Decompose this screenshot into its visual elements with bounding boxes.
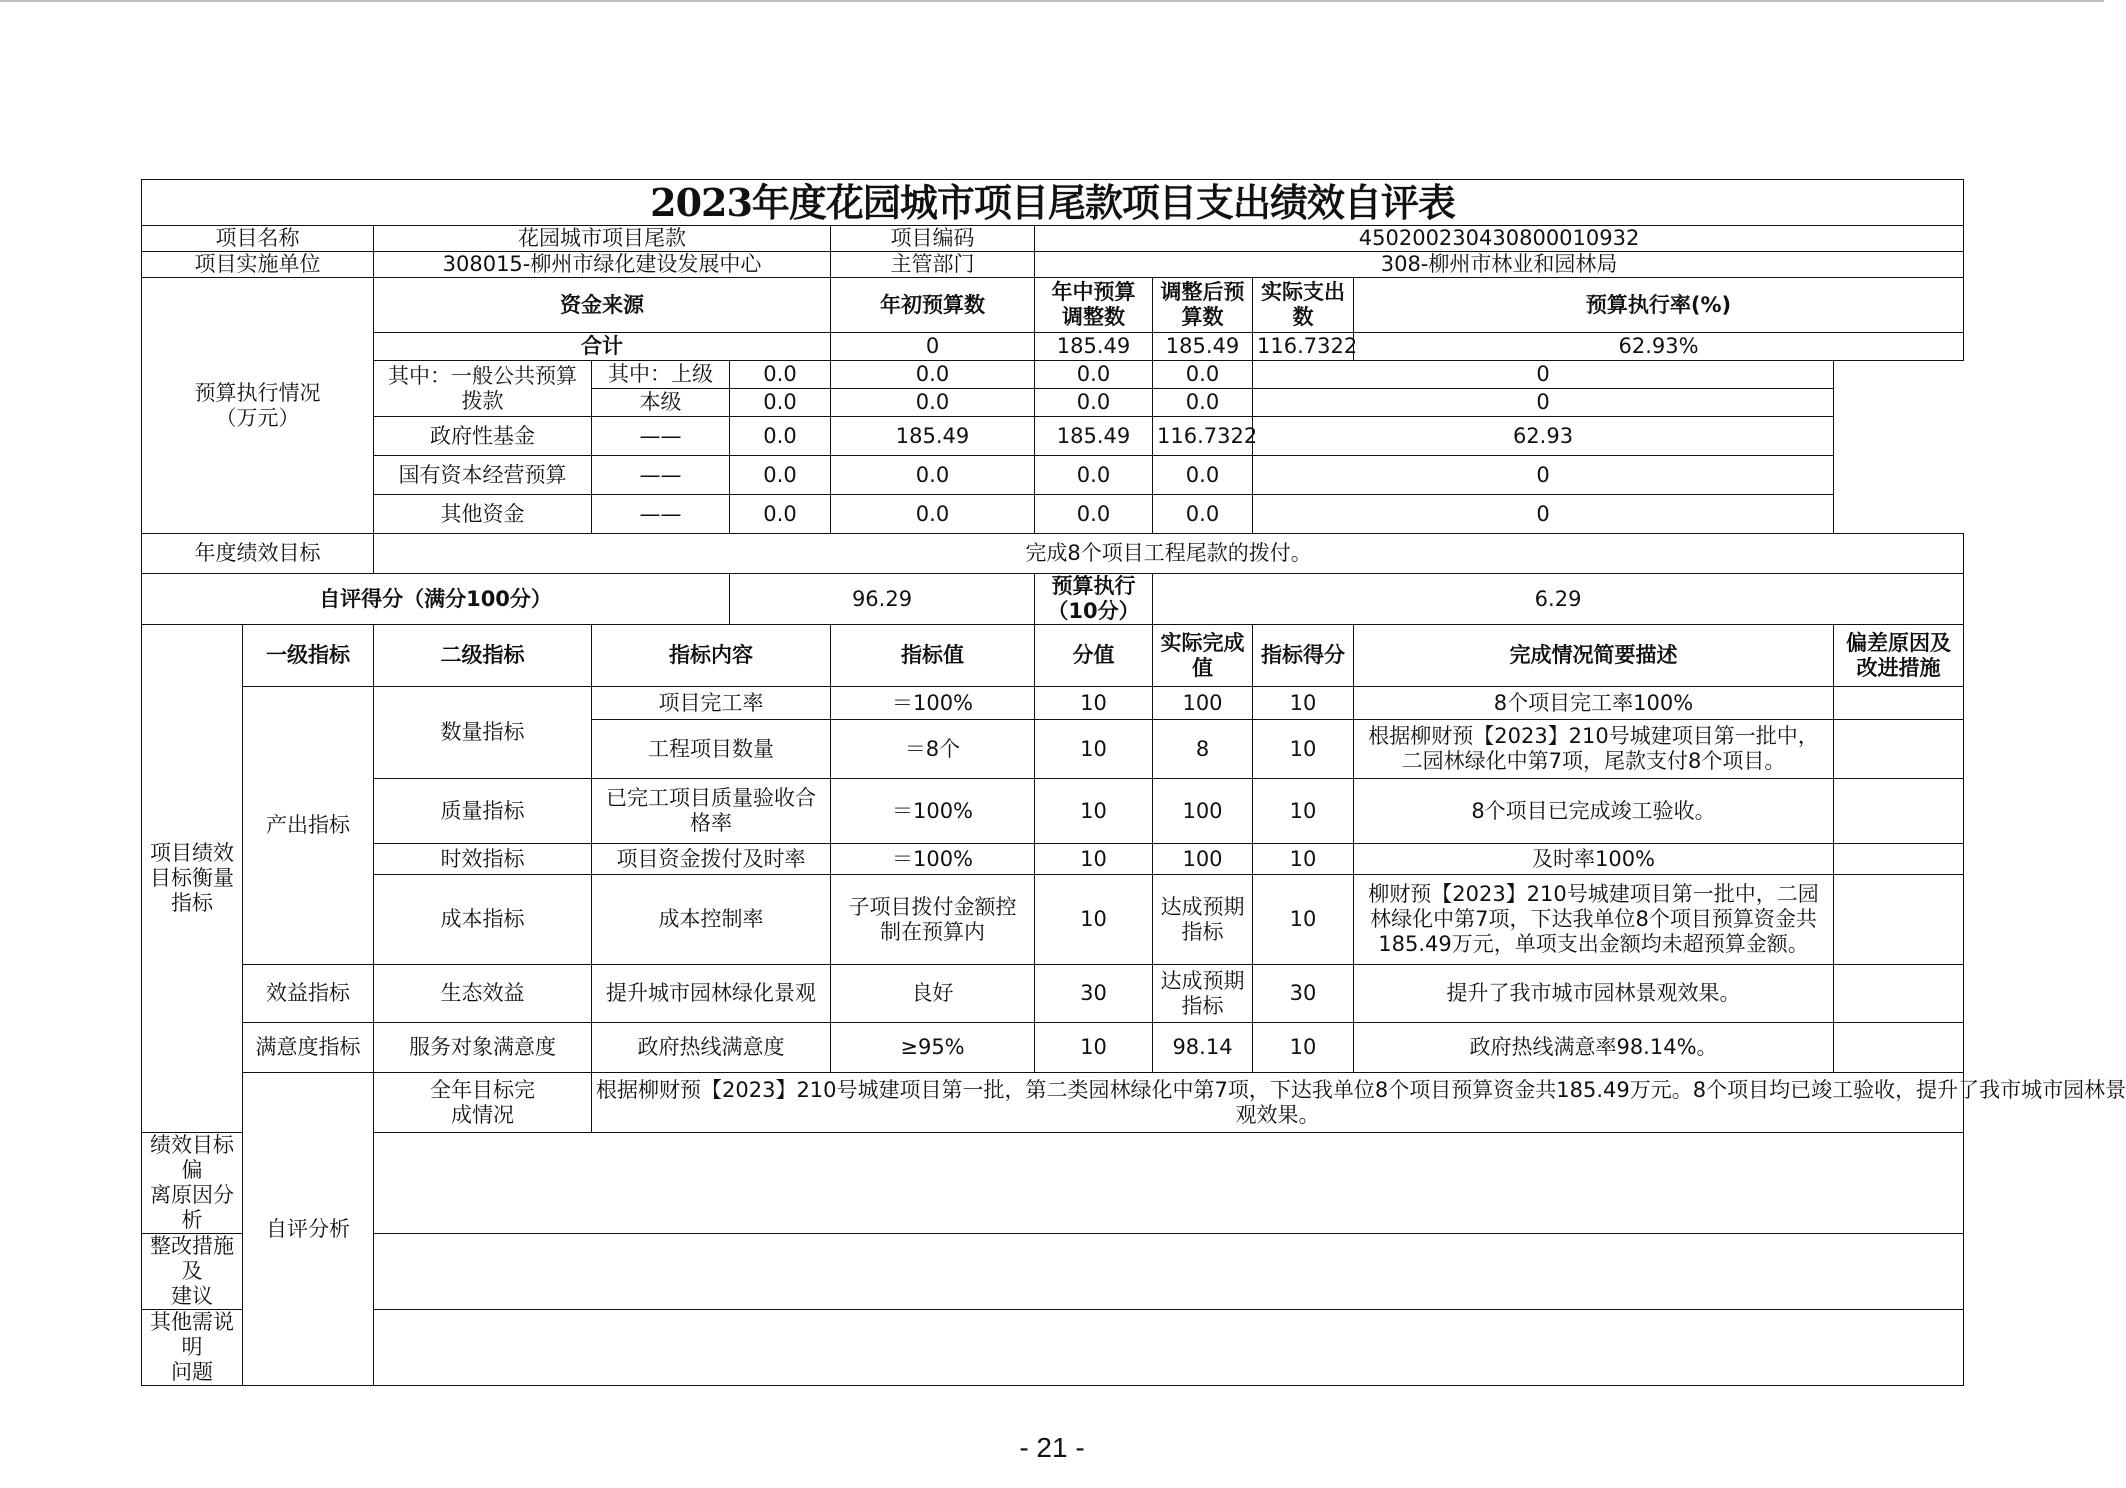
indicator-score: 10 xyxy=(1253,1023,1354,1073)
indicator-value: ≥95% xyxy=(831,1023,1035,1073)
total-label: 合计 xyxy=(374,333,831,361)
benefit-indicator-label: 效益指标 xyxy=(243,965,374,1023)
self-score-label: 自评得分（满分100分） xyxy=(142,574,730,625)
project-code-value: 450200230430800010932 xyxy=(1035,226,1964,252)
gov-fund-label: 政府性基金 xyxy=(374,417,592,456)
rectify-text xyxy=(374,1234,1964,1310)
completion-label-line1: 全年目标完 xyxy=(430,1077,535,1102)
general-budget-label-line2: 拨款 xyxy=(461,388,504,413)
indicator-actual: 98.14 xyxy=(1153,1023,1253,1073)
analysis-section-label: 自评分析 xyxy=(243,1073,374,1386)
eco-benefit-label: 生态效益 xyxy=(374,965,592,1023)
indicator-deviation xyxy=(1834,1023,1964,1073)
page-number: - 21 - xyxy=(1019,1432,1085,1463)
local-actual: 0.0 xyxy=(1153,389,1253,417)
state-capital-label: 国有资本经营预算 xyxy=(374,456,592,495)
indicator-content: 项目资金拨付及时率 xyxy=(592,844,831,875)
indicator-deviation xyxy=(1834,965,1964,1023)
output-indicator-label: 产出指标 xyxy=(243,687,374,965)
satisfaction-indicator-label: 满意度指标 xyxy=(243,1023,374,1073)
state-capital-rate: 0 xyxy=(1253,456,1834,495)
header-actual-value xyxy=(1153,625,1253,687)
implementer-value: 308015-柳州市绿化建设发展中心 xyxy=(374,252,831,278)
project-name-label: 项目名称 xyxy=(142,226,374,252)
general-budget-label xyxy=(374,361,592,417)
time-indicator-label: 时效指标 xyxy=(374,844,592,875)
header-actual-line2: 数 xyxy=(1292,305,1314,329)
actual-line: 达成预期 xyxy=(1160,894,1245,919)
indicator-description: 及时率100% xyxy=(1354,844,1834,875)
indicator-content: 工程项目数量 xyxy=(592,720,831,779)
other-fund-initial: 0.0 xyxy=(730,495,831,534)
total-rate: 62.93% xyxy=(1354,333,1964,361)
dept-value: 308-柳州市林业和园林局 xyxy=(1035,252,1964,278)
header-actual-value-line2: 值 xyxy=(1192,655,1213,680)
budget-section-label xyxy=(142,278,374,534)
other-issues-label-line2: 问题 xyxy=(171,1360,213,1384)
header-target-value: 指标值 xyxy=(831,625,1035,687)
indicator-weight: 10 xyxy=(1035,875,1153,965)
local-mid: 0.0 xyxy=(831,389,1035,417)
dept-label: 主管部门 xyxy=(831,252,1035,278)
state-capital-adjusted: 0.0 xyxy=(1035,456,1153,495)
actual-line: 达成预期 xyxy=(1160,968,1245,993)
total-mid: 185.49 xyxy=(1035,333,1153,361)
local-rate: 0 xyxy=(1253,389,1834,417)
indicator-description xyxy=(1354,720,1834,779)
indicator-deviation xyxy=(1834,779,1964,844)
indicator-description: 8个项目已完成竣工验收。 xyxy=(1354,779,1834,844)
cost-indicator-label: 成本指标 xyxy=(374,875,592,965)
gov-fund-rate: 62.93 xyxy=(1253,417,1834,456)
upper-adjusted: 0.0 xyxy=(1035,361,1153,389)
content-line: 已完工项目质量验收合 xyxy=(606,786,816,810)
quality-indicator-label: 质量指标 xyxy=(374,779,592,844)
header-actual-value-line1: 实际完成 xyxy=(1160,630,1245,655)
indicator-score: 10 xyxy=(1253,844,1354,875)
value-line: 制在预算内 xyxy=(880,919,985,944)
indicator-weight: 30 xyxy=(1035,965,1153,1023)
annual-goal-text: 完成8个项目工程尾款的拨付。 xyxy=(374,534,1964,574)
local-level-label: 本级 xyxy=(592,389,730,417)
completion-label-line2: 成情况 xyxy=(451,1102,514,1127)
indicator-content: 提升城市园林绿化景观 xyxy=(592,965,831,1023)
header-score: 指标得分 xyxy=(1253,625,1354,687)
other-fund-rate: 0 xyxy=(1253,495,1834,534)
other-issues-label-line1: 其他需说明 xyxy=(150,1310,234,1359)
header-content: 指标内容 xyxy=(592,625,831,687)
indicator-description: 8个项目完工率100% xyxy=(1354,687,1834,720)
quantity-indicator-label: 数量指标 xyxy=(374,687,592,779)
indicator-actual: 100 xyxy=(1153,779,1253,844)
indicator-description xyxy=(1354,875,1834,965)
indicator-deviation xyxy=(1834,844,1964,875)
other-issues-text xyxy=(374,1310,1964,1386)
indicator-value: ＝8个 xyxy=(831,720,1035,779)
total-actual: 116.7322 xyxy=(1253,333,1354,361)
indicator-description: 政府热线满意率98.14%。 xyxy=(1354,1023,1834,1073)
indicator-score: 30 xyxy=(1253,965,1354,1023)
indicator-description: 提升了我市城市园林景观效果。 xyxy=(1354,965,1834,1023)
indicator-deviation xyxy=(1834,720,1964,779)
indicator-score: 10 xyxy=(1253,779,1354,844)
other-fund-dash: —— xyxy=(592,495,730,534)
indicators-label-line1: 项目绩效 xyxy=(150,841,234,865)
header-execution-rate: 预算执行率(%) xyxy=(1354,278,1964,333)
rectify-label xyxy=(142,1234,243,1310)
budget-section-label-line1: 预算执行情况 xyxy=(194,380,321,405)
indicator-actual: 8 xyxy=(1153,720,1253,779)
gov-fund-mid: 185.49 xyxy=(831,417,1035,456)
indicator-value: ＝100% xyxy=(831,687,1035,720)
local-adjusted: 0.0 xyxy=(1035,389,1153,417)
header-deviation-line1: 偏差原因及 xyxy=(1846,630,1952,655)
upper-actual: 0.0 xyxy=(1153,361,1253,389)
upper-level-label: 其中：上级 xyxy=(592,361,730,389)
indicator-value: 良好 xyxy=(831,965,1035,1023)
header-actual-spend xyxy=(1253,278,1354,333)
indicator-actual xyxy=(1153,965,1253,1023)
deviation-analysis-text xyxy=(374,1133,1964,1234)
other-fund-mid: 0.0 xyxy=(831,495,1035,534)
top-rule xyxy=(0,0,2104,2)
indicator-actual: 100 xyxy=(1153,844,1253,875)
header-level1: 一级指标 xyxy=(243,625,374,687)
gov-fund-initial: 0.0 xyxy=(730,417,831,456)
header-mid-adjust-line1: 年中预算 xyxy=(1051,280,1136,304)
indicator-weight: 10 xyxy=(1035,844,1153,875)
header-description: 完成情况简要描述 xyxy=(1354,625,1834,687)
deviation-label-line2: 离原因分析 xyxy=(150,1183,234,1232)
local-initial: 0.0 xyxy=(730,389,831,417)
budget-exec-label: 预算执行（10分） xyxy=(1035,574,1153,625)
indicators-section-label xyxy=(142,625,243,1133)
state-capital-actual: 0.0 xyxy=(1153,456,1253,495)
actual-line: 指标 xyxy=(1181,919,1224,944)
indicator-weight: 10 xyxy=(1035,687,1153,720)
state-capital-mid: 0.0 xyxy=(831,456,1035,495)
indicator-content: 成本控制率 xyxy=(592,875,831,965)
header-level2: 二级指标 xyxy=(374,625,592,687)
header-actual-line1: 实际支出 xyxy=(1261,280,1345,304)
state-capital-dash: —— xyxy=(592,456,730,495)
indicator-weight: 10 xyxy=(1035,779,1153,844)
indicators-label-line3: 指标 xyxy=(171,891,213,915)
header-adjusted-line1: 调整后预 xyxy=(1160,280,1245,304)
header-adjusted-budget xyxy=(1153,278,1253,333)
upper-mid: 0.0 xyxy=(831,361,1035,389)
indicators-label-line2: 目标衡量 xyxy=(150,866,234,890)
service-satisfaction-label: 服务对象满意度 xyxy=(374,1023,592,1073)
other-fund-adjusted: 0.0 xyxy=(1035,495,1153,534)
header-mid-adjust-line2: 调整数 xyxy=(1062,305,1125,329)
content-line: 格率 xyxy=(690,811,732,835)
indicator-value xyxy=(831,875,1035,965)
indicator-actual xyxy=(1153,875,1253,965)
indicator-content: 政府热线满意度 xyxy=(592,1023,831,1073)
indicator-score: 10 xyxy=(1253,687,1354,720)
header-fund-source: 资金来源 xyxy=(374,278,831,333)
total-initial: 0 xyxy=(831,333,1035,361)
indicator-score: 10 xyxy=(1253,875,1354,965)
completion-text xyxy=(592,1073,2126,1133)
budget-exec-value: 6.29 xyxy=(1153,574,1964,625)
implementer-label: 项目实施单位 xyxy=(142,252,374,278)
header-deviation xyxy=(1834,625,1964,687)
indicator-actual: 100 xyxy=(1153,687,1253,720)
completion-label xyxy=(374,1073,592,1133)
annual-goal-label: 年度绩效目标 xyxy=(142,534,374,574)
form-title: 2023年度花园城市项目尾款项目支出绩效自评表 xyxy=(142,180,1964,226)
indicator-weight: 10 xyxy=(1035,720,1153,779)
upper-rate: 0 xyxy=(1253,361,1834,389)
completion-text-line2: 观效果。 xyxy=(1235,1102,1320,1127)
upper-initial: 0.0 xyxy=(730,361,831,389)
total-adjusted: 185.49 xyxy=(1153,333,1253,361)
indicator-value: ＝100% xyxy=(831,779,1035,844)
value-line: 子项目拨付金额控 xyxy=(848,894,1017,919)
other-issues-label xyxy=(142,1310,243,1386)
header-adjusted-line2: 算数 xyxy=(1181,305,1224,329)
completion-text-line1: 根据柳财预【2023】210号城建项目第一批，第二类园林绿化中第7项，下达我单位8个项目预算资金共185.49万元。8个项目均已竣工验收，提升了我市城市园林景 xyxy=(596,1077,2126,1102)
header-mid-adjust xyxy=(1035,278,1153,333)
indicator-content xyxy=(592,779,831,844)
general-budget-label-line1: 其中：一般公共预算 xyxy=(388,363,577,388)
gov-fund-dash: —— xyxy=(592,417,730,456)
description-line: 根据柳财预【2023】210号城建项目第一批中， xyxy=(1368,724,1819,748)
indicator-weight: 10 xyxy=(1035,1023,1153,1073)
description-line: 柳财预【2023】210号城建项目第一批中，二园 xyxy=(1368,882,1819,906)
indicator-score: 10 xyxy=(1253,720,1354,779)
indicator-deviation xyxy=(1834,875,1964,965)
indicator-value: ＝100% xyxy=(831,844,1035,875)
state-capital-initial: 0.0 xyxy=(730,456,831,495)
self-score-value: 96.29 xyxy=(730,574,1035,625)
header-weight: 分值 xyxy=(1035,625,1153,687)
deviation-analysis-label xyxy=(142,1133,243,1234)
deviation-label-line1: 绩效目标偏 xyxy=(150,1133,234,1182)
description-line: 185.49万元，单项支出金额均未超预算金额。 xyxy=(1378,932,1809,956)
performance-evaluation-table xyxy=(141,179,2126,1386)
other-fund-actual: 0.0 xyxy=(1153,495,1253,534)
project-name-value: 花园城市项目尾款 xyxy=(374,226,831,252)
other-fund-label: 其他资金 xyxy=(374,495,592,534)
description-line: 二园林绿化中第7项，尾款支付8个项目。 xyxy=(1401,749,1786,773)
rectify-label-line2: 建议 xyxy=(171,1284,213,1308)
description-line: 林绿化中第7项，下达我单位8个项目预算资金共 xyxy=(1370,907,1817,931)
header-initial-budget: 年初预算数 xyxy=(831,278,1035,333)
indicator-content: 项目完工率 xyxy=(592,687,831,720)
indicator-deviation xyxy=(1834,687,1964,720)
project-code-label: 项目编码 xyxy=(831,226,1035,252)
rectify-label-line1: 整改措施及 xyxy=(150,1234,234,1283)
actual-line: 指标 xyxy=(1181,993,1224,1018)
budget-section-label-line2: （万元） xyxy=(215,405,300,430)
gov-fund-adjusted: 185.49 xyxy=(1035,417,1153,456)
header-deviation-line2: 改进措施 xyxy=(1856,655,1941,680)
gov-fund-actual: 116.7322 xyxy=(1153,417,1253,456)
